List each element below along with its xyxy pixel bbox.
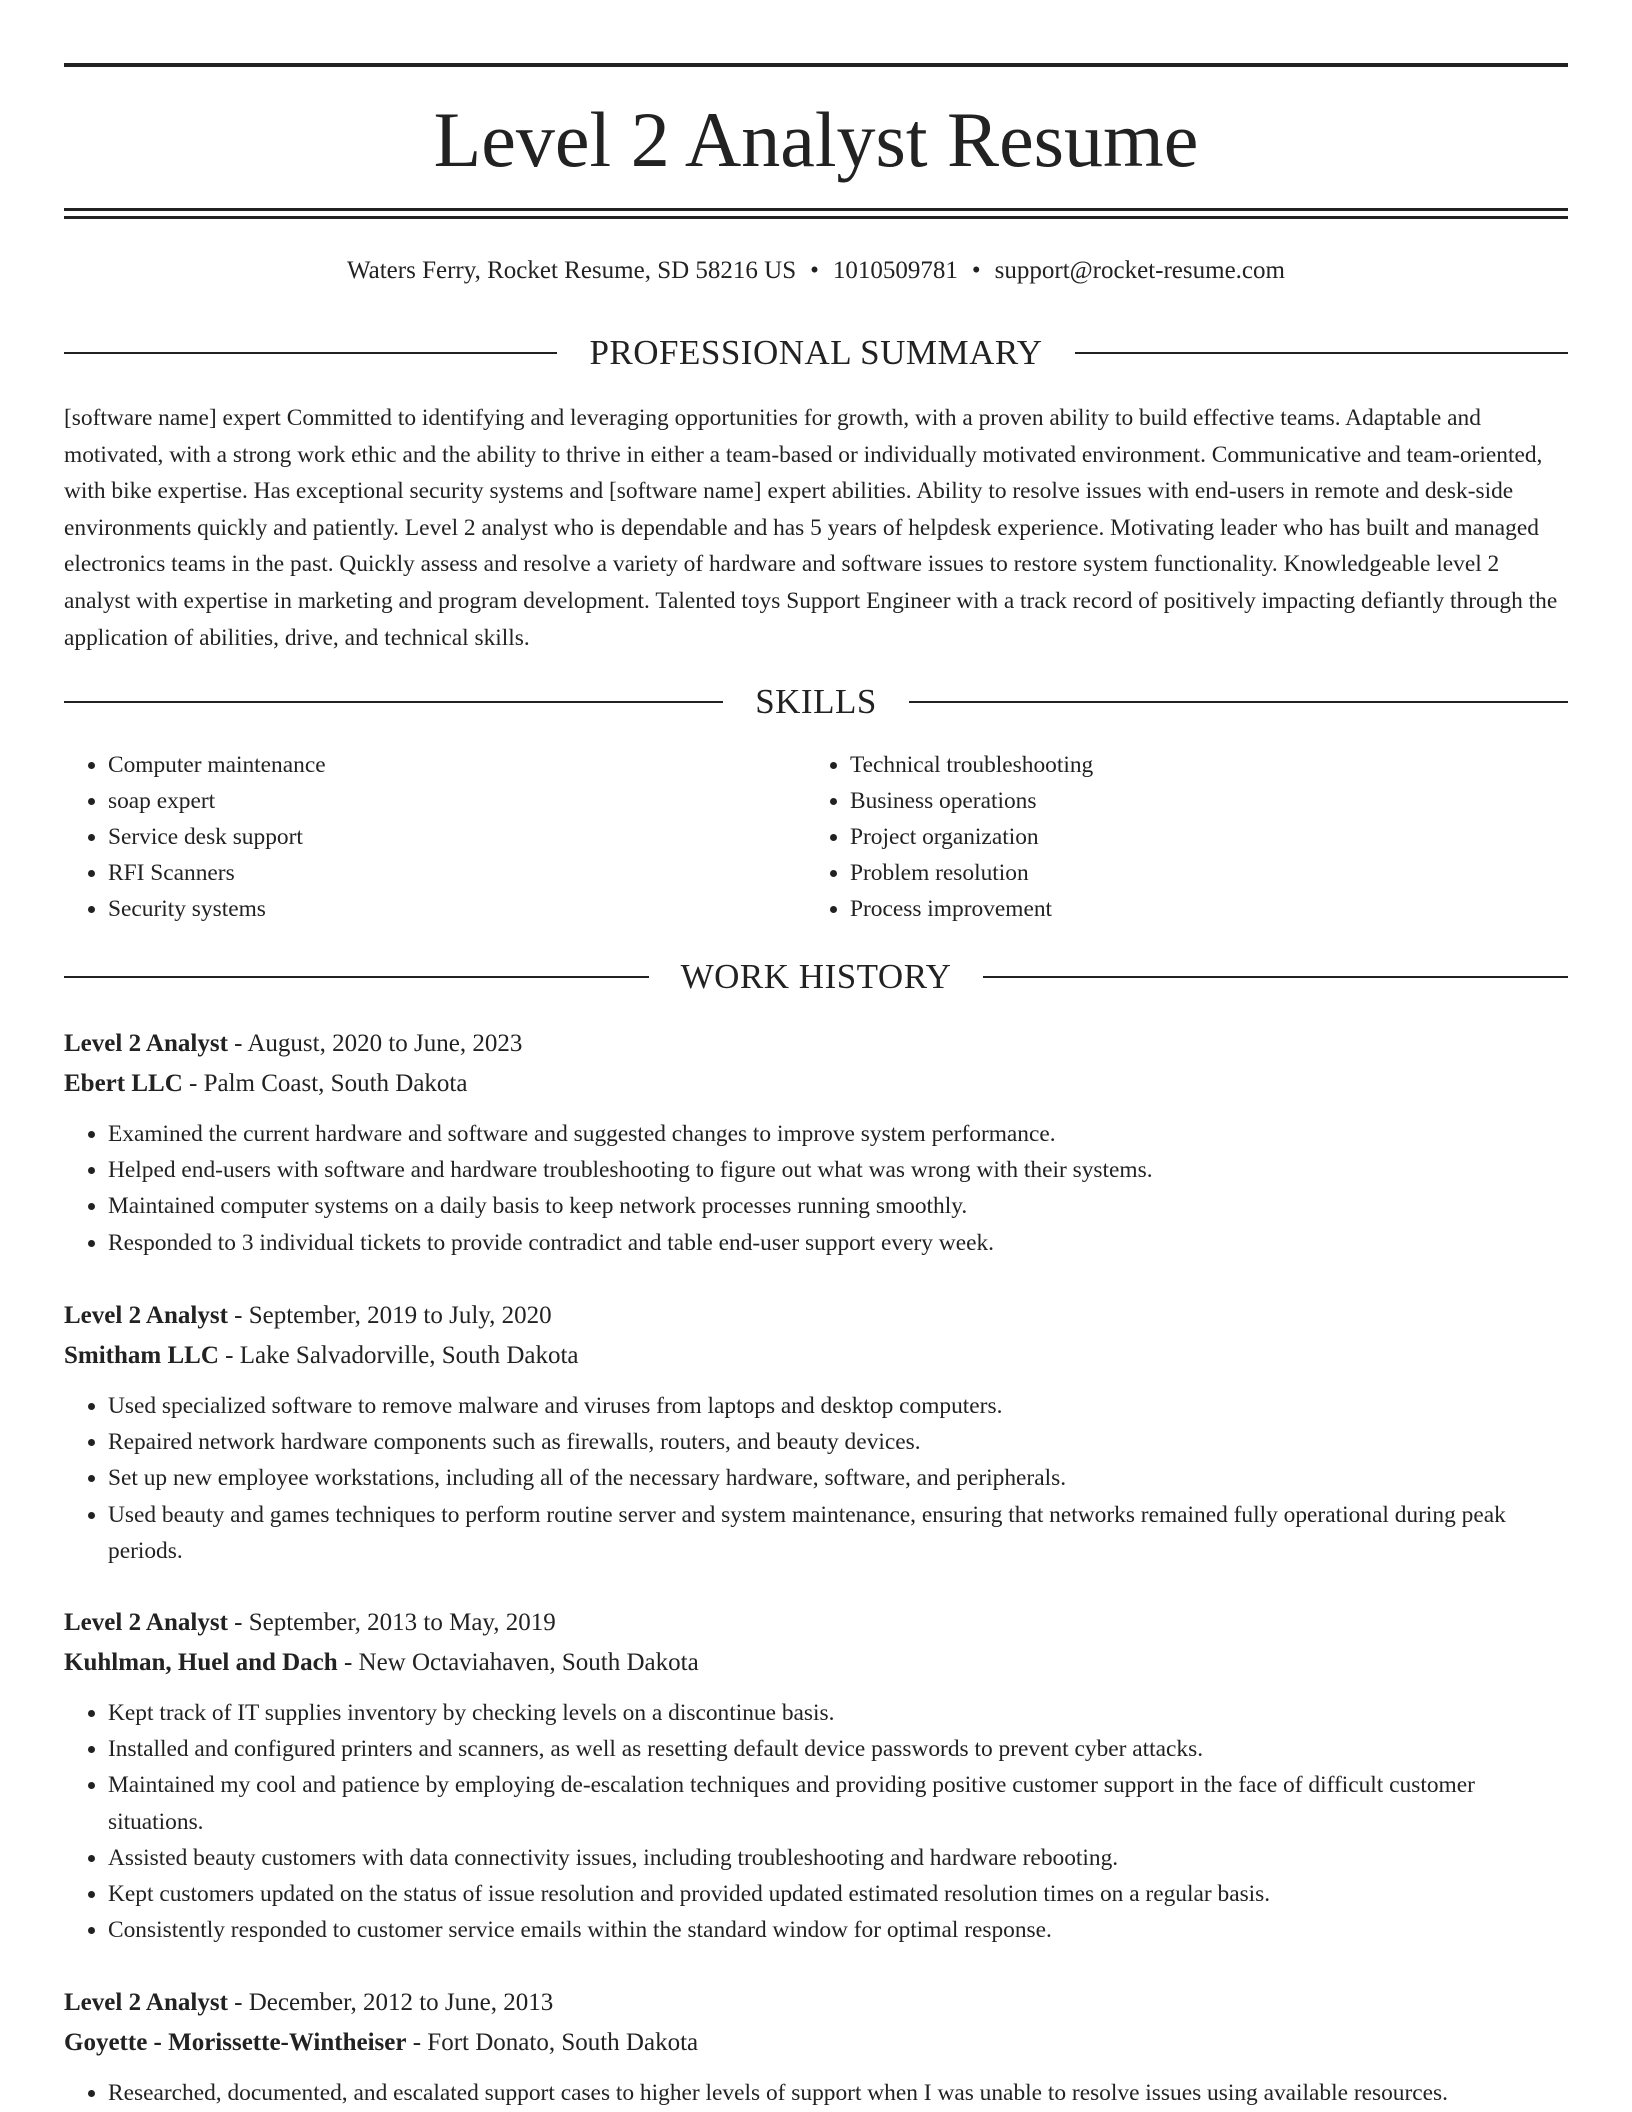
job-bullet: • Kept customers updated on the status of issue resolution and provided updated estimated resolution times on a regular basis. (108, 1876, 1568, 1912)
skill-item: • Service desk support (108, 819, 806, 855)
skill-item: • Security systems (108, 891, 806, 927)
job-location: - Lake Salvadorville, South Dakota (218, 1342, 579, 1369)
skills-heading-label: SKILLS (755, 682, 877, 721)
job-bullet: • Kept track of IT supplies inventory by checking levels on a discontinue basis. (108, 1695, 1568, 1731)
skill-item: • soap expert (108, 783, 806, 819)
skill-item: • Project organization (850, 819, 1548, 855)
skill-item: • Computer maintenance (108, 747, 806, 783)
job-bullets (64, 1695, 1568, 1948)
job-title-line (64, 1296, 1568, 1336)
job-bullets (64, 1116, 1568, 1261)
job-bullet: • Helped end-users with software and hardware troubleshooting to figure out what was wrong with their systems. (108, 1152, 1568, 1188)
job-title: Level 2 Analyst (64, 1609, 228, 1636)
job-entry (64, 1024, 1568, 1261)
job-bullet: • Examined the current hardware and software and suggested changes to improve system performance. (108, 1116, 1568, 1152)
job-title: Level 2 Analyst (64, 1302, 228, 1329)
job-bullet: • Consistently responded to customer service emails within the standard window for optimal response. (108, 1912, 1568, 1948)
divider-line (909, 701, 1568, 703)
job-bullet: • Repaired network hardware components such as firewalls, routers, and beauty devices. (108, 1424, 1568, 1460)
job-bullet: • Used specialized software to remove malware and viruses from laptops and desktop computers. (108, 1388, 1568, 1424)
job-location: - Palm Coast, South Dakota (182, 1070, 468, 1097)
skill-item: • Business operations (850, 783, 1548, 819)
job-bullets (64, 1388, 1568, 1569)
job-company-line (64, 2023, 1568, 2063)
job-bullet: • Maintained my cool and patience by employing de-escalation techniques and providing positive customer support in the face of difficult customer situations. (108, 1767, 1568, 1839)
summary-heading (64, 331, 1568, 375)
job-title-line (64, 1603, 1568, 1643)
job-title: Level 2 Analyst (64, 1030, 228, 1057)
job-bullet: • Installed and configured printers and scanners, as well as resetting default device passwords to prevent cyber attacks. (108, 1731, 1568, 1767)
divider-line (64, 701, 723, 703)
job-dates: - September, 2013 to May, 2019 (227, 1609, 556, 1636)
contact-separator: • (810, 257, 819, 284)
work-heading-label: WORK HISTORY (680, 957, 952, 996)
job-company-line (64, 1064, 1568, 1104)
job-title: Level 2 Analyst (64, 1989, 228, 2016)
contact-separator: • (971, 257, 981, 284)
job-bullet: • Maintained computer systems on a daily basis to keep network processes running smoothly. (108, 1188, 1568, 1224)
divider-line (983, 976, 1568, 978)
skill-item: • Process improvement (850, 891, 1548, 927)
job-dates: - September, 2019 to July, 2020 (227, 1302, 552, 1329)
divider-line (1075, 352, 1568, 354)
top-rule (64, 63, 1568, 67)
divider-line (64, 352, 557, 354)
job-company: Ebert LLC (64, 1070, 183, 1097)
job-location: - Fort Donato, South Dakota (406, 2029, 699, 2056)
contact-phone: 1010509781 (832, 257, 958, 284)
job-entry (64, 1603, 1568, 1948)
contact-address: Waters Ferry, Rocket Resume, SD 58216 US (347, 257, 797, 284)
job-company-line (64, 1643, 1568, 1683)
skills-heading (64, 680, 1568, 724)
job-title-line (64, 1024, 1568, 1064)
job-bullet: • Used beauty and games techniques to perform routine server and system maintenance, ensuring that networks remained fully operational during peak periods. (108, 1497, 1568, 1569)
skill-item: • Technical troubleshooting (850, 747, 1548, 783)
skills-column-left (64, 747, 806, 927)
job-company: Smitham LLC (64, 1342, 219, 1369)
job-company-line (64, 1336, 1568, 1376)
contact-line (64, 254, 1568, 288)
skills-column-right (806, 747, 1548, 927)
job-bullet: • Assisted beauty customers with data connectivity issues, including troubleshooting and hardware rebooting. (108, 1840, 1568, 1876)
job-company: Kuhlman, Huel and Dach (64, 1649, 338, 1676)
professional-summary: [software name] expert Committed to identifying and leveraging opportunities for growth, with a proven ability to build effective teams. Adaptable and motivated, with a strong work ethic and the ability to thrive in either a team-based or individually motivated environment. Communicative and team-oriented, with bike expertise. Has exceptional security systems and [software name] expert abilities. Ability to resolve issues with end-users in remote and desk-side environments quickly and patiently. Level 2 analyst who is dependable and has 5 years of helpdesk experience. Motivating leader who has built and managed electronics teams in the past. Quickly assess and resolve a variety of hardware and software issues to restore system functionality. Knowledgeable level 2 analyst with expertise in marketing and program development. Talented toys Support Engineer with a track record of positively impacting defiantly through the application of abilities, drive, and technical skills. (64, 405, 1558, 651)
job-bullet: • Set up new employee workstations, including all of the necessary hardware, software, and peripherals. (108, 1460, 1568, 1496)
job-dates: - December, 2012 to June, 2013 (227, 1989, 554, 2016)
job-bullet: • Responded to 3 individual tickets to provide contradict and table end-user support every week. (108, 1225, 1568, 1261)
job-bullet: • Researched, documented, and escalated support cases to higher levels of support when I was unable to resolve issues using available resources. (108, 2075, 1568, 2111)
skill-item: • Problem resolution (850, 855, 1548, 891)
summary-heading-label: PROFESSIONAL SUMMARY (589, 333, 1043, 372)
job-bullets (64, 2075, 1568, 2111)
divider-line (64, 976, 649, 978)
job-entry (64, 1296, 1568, 1569)
title-rule-lower (64, 216, 1568, 219)
page-title: Level 2 Analyst Resume (433, 96, 1199, 183)
job-title-line (64, 1983, 1568, 2023)
job-entry (64, 1983, 1568, 2111)
job-location: - New Octaviahaven, South Dakota (337, 1649, 699, 1676)
skills-list (64, 747, 1568, 927)
work-heading (64, 955, 1568, 999)
title-rule-upper (64, 208, 1568, 211)
skill-item: • RFI Scanners (108, 855, 806, 891)
job-dates: - August, 2020 to June, 2023 (227, 1030, 523, 1057)
job-company: Goyette - Morissette-Wintheiser (64, 2029, 407, 2056)
contact-email: support@rocket-resume.com (994, 257, 1285, 284)
